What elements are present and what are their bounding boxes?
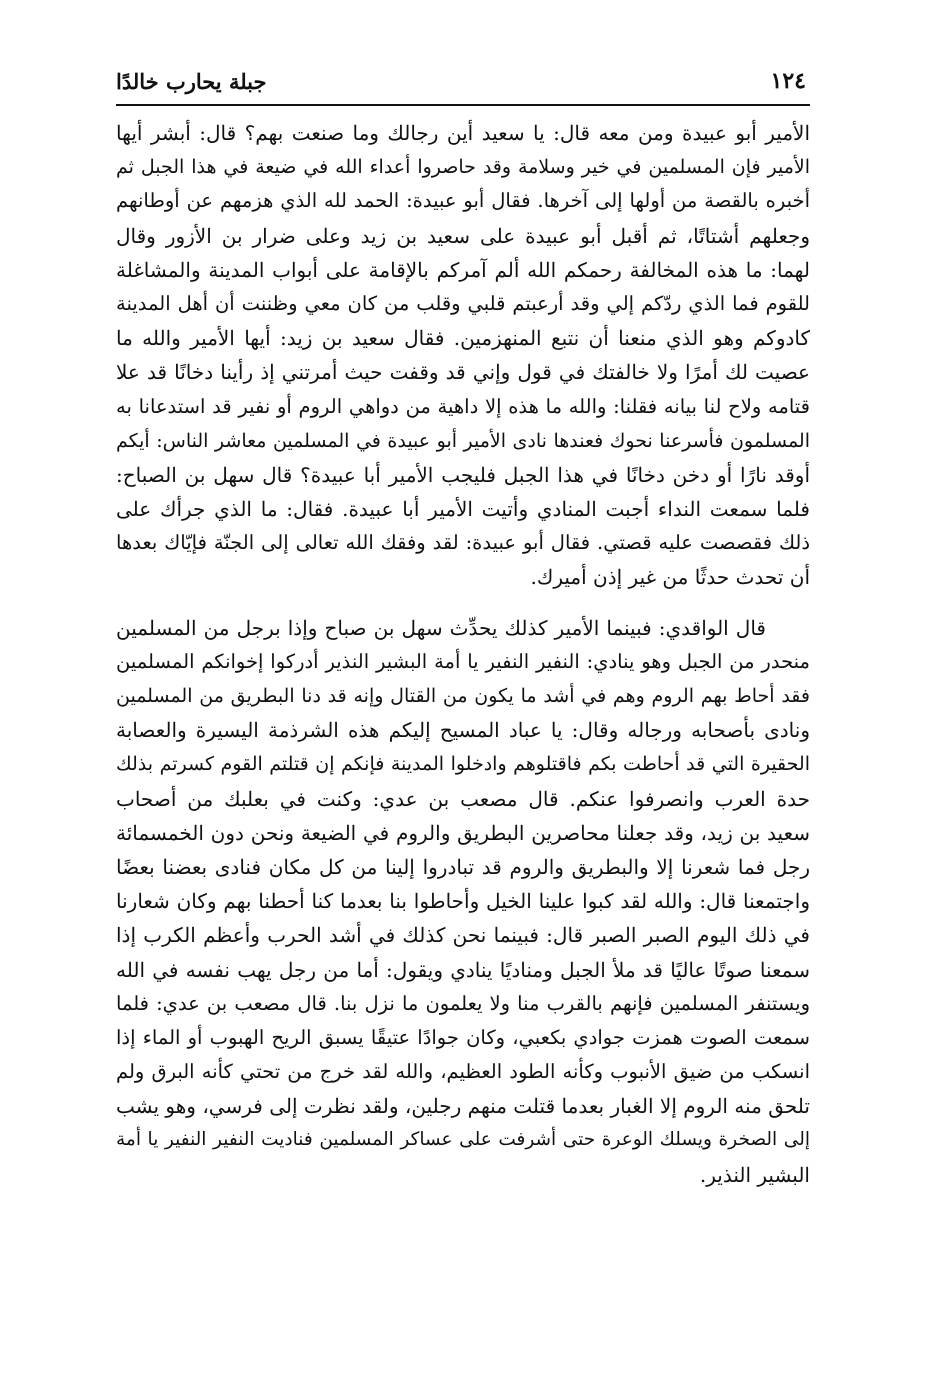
text-line: إلى الصخرة ويسلك الوعرة حتى أشرفت على عساكر المسلمين فناديت النفير النفير يا أمة [116,1129,810,1151]
chapter-title: جبلة يحارب خالدًا [116,68,267,94]
text-line: أوقد نارًا أو دخن دخانًا في هذا الجبل فليجب الأمير أبا عبيدة؟ قال سهل بن الصباح: [116,462,810,487]
text-line: سمعنا صوتًا عاليًا قد ملأ الجبل ومناديًا ينادي ويقول: أما من رجل يهب نفسه في الله [116,957,810,982]
text-line: منحدر من الجبل وهو ينادي: النفير النفير يا أمة البشير النذير أدركوا إخوانكم المسلمين [116,649,810,673]
text-line: الأمير فإن المسلمين في خير وسلامة وقد حاصروا أعداء الله في ضيعة في هذا الجبل ثم [116,156,810,179]
text-line: فلما سمعت النداء أجبت المنادي وأتيت الأمير أبا عبيدة. فقال: ما الذي جرأك على [116,497,810,522]
text-line: عصيت لك أمرًا ولا خالفتك في قول وإني قد وقفت حيث أمرتني إذ رأينا دخانًا قد علا [116,360,810,385]
text-line: تلحق منه الروم إلا الغبار بعدما قتلت منهم رجلين، ولقد نظرت إلى فرسي، وهو يشب [116,1094,810,1119]
text-line: واجتمعنا قال: والله لقد كبوا علينا الخيل وأحاطوا بنا بعدما كنا أحطنا بهم وكان شعارنا [116,889,810,914]
paragraph-1 [116,116,810,595]
text-line: قال الواقدي: فبينما الأمير كذلك يحدِّث سهل بن صباح وإذا برجل من المسلمين [116,615,766,640]
text-line: كادوكم وهو الذي منعنا أن نتبع المنهزمين. فقال سعيد بن زيد: أيها الأمير والله ما [116,326,810,351]
text-line: للقوم فما الذي ردّكم إلي وقد أرعبتم قلبي وقلب من كان معي وظننت أن أهل المدينة [116,291,810,315]
text-line: الأمير أبو عبيدة ومن معه قال: يا سعيد أين رجالك وما صنعت بهم؟ قال: أبشر أيها [116,121,810,145]
text-line: أن تحدث حدثًا من غير إذن أميرك. [530,565,810,590]
text-line: سعيد بن زيد، وقد جعلنا محاصرين البطريق والروم في الضيعة ونحن دون الخمسمائة [116,820,810,845]
text-line: سمعت الصوت همزت جوادي بكعبي، وكان جوادًا عتيقًا يسبق الريح الهبوب أو الماء إذا [116,1025,810,1049]
text-line: لهما: ما هذه المخالفة رحمكم الله ألم آمركم بالإقامة على أبواب المدينة والمشاغلة [116,257,810,282]
text-line: ويستنفر المسلمين فإنهم بالقرب منا ولا يعلمون ما نزل بنا. قال مصعب بن عدي: فلما [116,991,810,1015]
text-line: المسلمون فأسرعنا نحوك فعندها نادى الأمير أبو عبيدة في المسلمين معاشر الناس: أيكم [116,429,810,452]
text-line: حدة العرب وانصرفوا عنكم. قال مصعب بن عدي: وكنت في بعلبك من أصحاب [116,786,810,811]
text-line: في ذلك اليوم الصبر الصبر قال: فبينما نحن كذلك في أشد الحرب وأعظم الكرب إذا [116,923,810,948]
header-divider [116,104,810,106]
paragraph-2 [116,611,810,1192]
text-line: ذلك فقصصت عليه قصتي. فقال أبو عبيدة: لقد وفقك الله تعالى إلى الجنّة فإيّاك بعدها [116,531,810,555]
paragraph-gap [116,595,810,611]
body-text [116,116,810,1192]
text-line: فقد أحاط بهم الروم وهم في أشد ما يكون من القتال وإنه قد دنا البطريق من المسلمين [116,685,810,707]
text-line: وجعلهم أشتاتًا، ثم أقبل أبو عبيدة على سعيد بن زيد وعلى ضرار بن الأزور وقال [116,223,810,248]
text-line: الحقيرة التي قد أحاطت بكم فاقتلوهم وادخلوا المدينة فإنكم إن قتلتم القوم كسرتم بذلك [116,753,810,776]
text-line: انسكب من ضيق الأنبوب وكأنه الطود العظيم، والله لقد خرج من تحتي كأنه البرق ولم [116,1060,810,1084]
text-line: أخبره بالقصة من أولها إلى آخرها. فقال أبو عبيدة: الحمد لله الذي هزمهم عن أوطانهم [116,189,810,213]
text-line: قتامه ولاح لنا بيانه فقلنا: والله ما هذه إلا داهية من دواهي الروم أو نفير قد استدعانا به [116,394,810,418]
text-line: رجل فما شعرنا إلا والبطريق والروم قد تبادروا إلينا من كل مكان فنادى بعضنا بعضًا [116,854,810,879]
text-line: البشير النذير. [699,1162,810,1187]
running-header [116,64,806,98]
text-line: ونادى بأصحابه ورجاله وقال: يا عباد المسيح إليكم هذه الشرذمة اليسيرة والعصابة [116,718,810,743]
page-number: ١٢٤ [770,68,806,94]
